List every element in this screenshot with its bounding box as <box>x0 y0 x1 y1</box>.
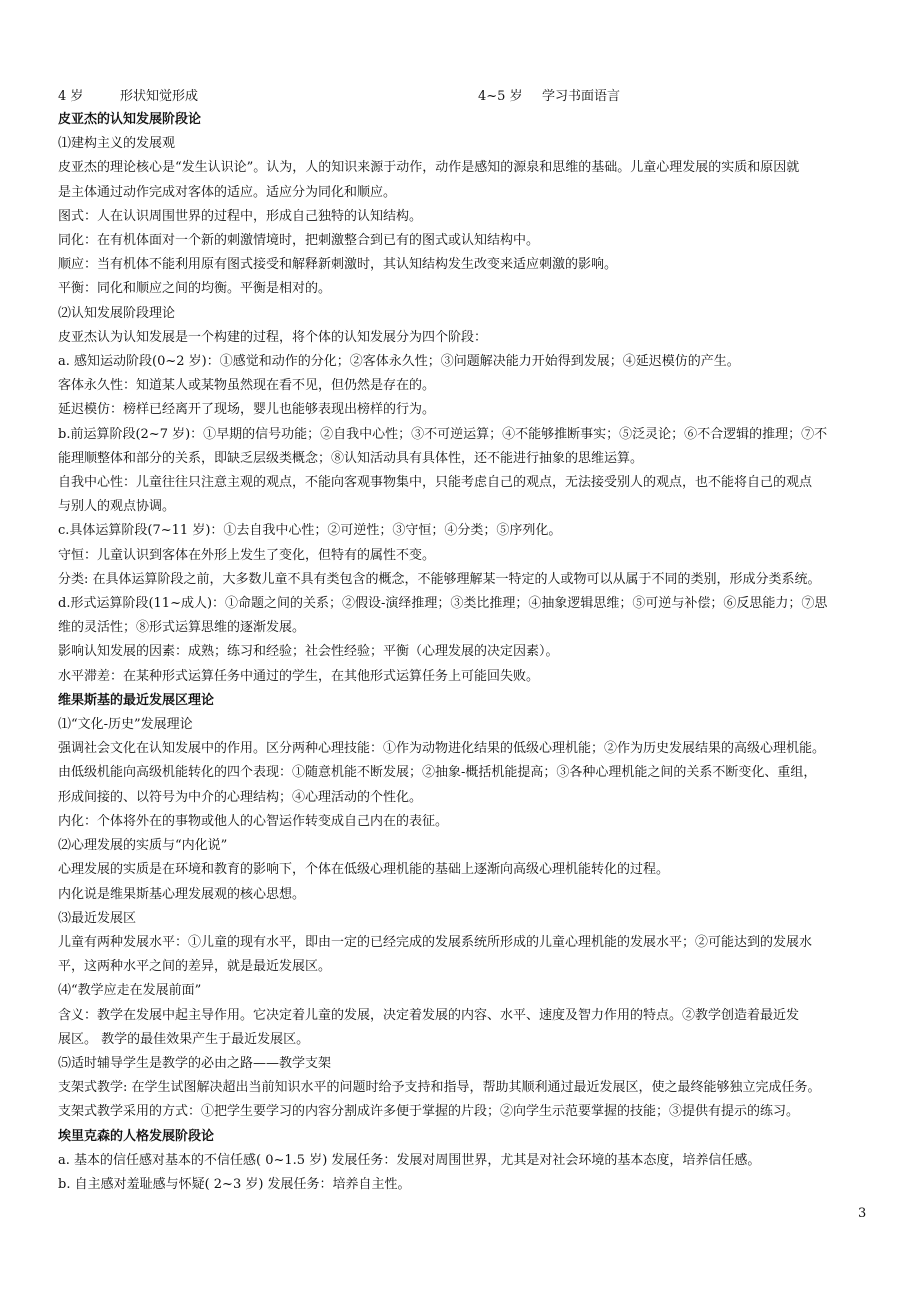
section-heading: 维果斯基的最近发展区理论 <box>58 692 215 708</box>
text-line: 由低级机能向高级机能转化的四个表现：①随意机能不断发展；②抽象-概括机能提高；③各种心理机能之间的关系不断变化、重组， <box>58 765 817 781</box>
text-line: 能理顺整体和部分的关系，即缺乏层级类概念；⑧认知活动具有具体性，还不能进行抽象的思维运算。 <box>58 450 644 466</box>
text-line: 客体永久性：知道某人或某物虽然现在看不见，但仍然是存在的。 <box>58 378 436 394</box>
text-line: 延迟模仿：榜样已经离开了现场，婴儿也能够表现出榜样的行为。 <box>58 402 436 418</box>
text-line: c.具体运算阶段(7~11 岁)：①去自我中心性；②可逆性；③守恒；④分类；⑤序列化。 <box>58 523 562 539</box>
text-line: ⑴“文化-历史”发展理论 <box>58 717 193 733</box>
text-line: ⑸适时辅导学生是教学的必由之路——教学支架 <box>58 1055 332 1071</box>
text-line: 平，这两种水平之间的差异，就是最近发展区。 <box>58 959 332 975</box>
text-line: 支架式教学采用的方式：①把学生要学习的内容分割成许多便于掌握的片段；②向学生示范要掌握的技能；③提供有提示的练习。 <box>58 1104 800 1120</box>
page-number: 3 <box>858 1206 867 1221</box>
text-line: 平衡：同化和顺应之间的均衡。平衡是相对的。 <box>58 281 332 297</box>
text-line: 支架式教学: 在学生试图解决超出当前知识水平的问题时给予支持和指导，帮助其顺利通过最近发展区，使之最终能够独立完成任务。 <box>58 1080 821 1096</box>
text-line: 内化说是维果斯基心理发展观的核心思想。 <box>58 886 306 902</box>
milestone-label: 形状知觉形成 <box>120 89 199 104</box>
text-line: 图式：人在认识周围世界的过程中，形成自己独特的认知结构。 <box>58 208 423 224</box>
document-page <box>58 86 870 1197</box>
age-label: 4 岁 <box>58 89 84 104</box>
text-line: ⑶最近发展区 <box>58 910 137 926</box>
section-heading: 埃里克森的人格发展阶段论 <box>58 1128 215 1144</box>
text-line: 维的灵活性；⑧形式运算思维的逐渐发展。 <box>58 620 306 636</box>
age-milestone-row <box>58 86 870 108</box>
text-line: 心理发展的实质是在环境和教育的影响下，个体在低级心理机能的基础上逐渐向高级心理机能转化的过程。 <box>58 862 670 878</box>
text-line: ⑷“教学应走在发展前面” <box>58 983 202 999</box>
text-line: a. 基本的信任感对基本的不信任感( 0~1.5 岁) 发展任务：发展对周围世界，尤其是对社会环境的基本态度，培养信任感。 <box>58 1152 761 1168</box>
text-line: 含义：教学在发展中起主导作用。它决定着儿童的发展，决定着发展的内容、水平、速度及智力作用的特点。②教学创造着最近发 <box>58 1007 800 1023</box>
section-heading: 皮亚杰的认知发展阶段论 <box>58 112 202 127</box>
text-line: 形成间接的、以符号为中介的心理结构；④心理活动的个性化。 <box>58 789 423 805</box>
text-line: 同化：在有机体面对一个新的刺激情境时，把刺激整合到已有的图式或认知结构中。 <box>58 233 540 249</box>
text-line: 强调社会文化在认知发展中的作用。区分两种心理技能：①作为动物进化结果的低级心理机能；②作为历史发展结果的高级心理机能。 <box>58 741 826 757</box>
document-body <box>58 108 870 1197</box>
text-line: 皮亚杰的理论核心是“发生认识论”。认为，人的知识来源于动作，动作是感知的源泉和思维的基础。儿童心理发展的实质和原因就 <box>58 160 800 176</box>
text-line: 展区。 教学的最佳效果产生于最近发展区。 <box>58 1031 310 1047</box>
text-line: 与别人的观点协调。 <box>58 499 176 515</box>
text-line: 守恒：儿童认识到客体在外形上发生了变化，但特有的属性不变。 <box>58 547 436 563</box>
text-line: ⑵心理发展的实质与“内化说” <box>58 838 228 854</box>
text-line: 皮亚杰认为认知发展是一个构建的过程，将个体的认知发展分为四个阶段： <box>58 329 488 345</box>
milestone-label: 学习书面语言 <box>542 89 621 104</box>
text-line: 内化：个体将外在的事物或他人的心智运作转变成自己内在的表征。 <box>58 813 449 829</box>
text-line: 是主体通过动作完成对客体的适应。适应分为同化和顺应。 <box>58 184 397 200</box>
text-line: 自我中心性：儿童往往只注意主观的观点，不能向客观事物集中，只能考虑自己的观点，无法接受别人的观点，也不能将自己的观点 <box>58 475 813 491</box>
text-line: 分类: 在具体运算阶段之前，大多数儿童不具有类包含的概念，不能够理解某一特定的人或物可以从属于不同的类别，形成分类系统。 <box>58 571 821 587</box>
text-line: 影响认知发展的因素：成熟；练习和经验；社会性经验；平衡（心理发展的决定因素）。 <box>58 644 559 660</box>
text-line: 水平滞差：在某种形式运算任务中通过的学生，在其他形式运算任务上可能回失败。 <box>58 668 540 684</box>
text-line: 儿童有两种发展水平：①儿童的现有水平，即由一定的已经完成的发展系统所形成的儿童心理机能的发展水平；②可能达到的发展水 <box>58 934 813 950</box>
text-line: b. 自主感对羞耻感与怀疑( 2~3 岁) 发展任务：培养自主性。 <box>58 1176 411 1192</box>
text-line: b.前运算阶段(2~7 岁)：①早期的信号功能；②自我中心性；③不可逆运算；④不能够推断事实；⑤泛灵论；⑥不合逻辑的推理；⑦不 <box>58 426 828 442</box>
text-line: 顺应：当有机体不能利用原有图式接受和解释新刺激时，其认知结构发生改变来适应刺激的影响。 <box>58 257 618 273</box>
age-label: 4~5 岁 <box>478 89 523 104</box>
text-line: ⑵认知发展阶段理论 <box>58 305 176 321</box>
text-line: a. 感知运动阶段(0~2 岁)：①感觉和动作的分化；②客体永久性；③问题解决能力开始得到发展；④延迟模仿的产生。 <box>58 354 740 370</box>
text-line: ⑴建构主义的发展观 <box>58 136 176 152</box>
text-line: d.形式运算阶段(11~成人)：①命题之间的关系；②假设-演绎推理；③类比推理；④抽象逻辑思维；⑤可逆与补偿；⑥反思能力；⑦思 <box>58 596 828 612</box>
